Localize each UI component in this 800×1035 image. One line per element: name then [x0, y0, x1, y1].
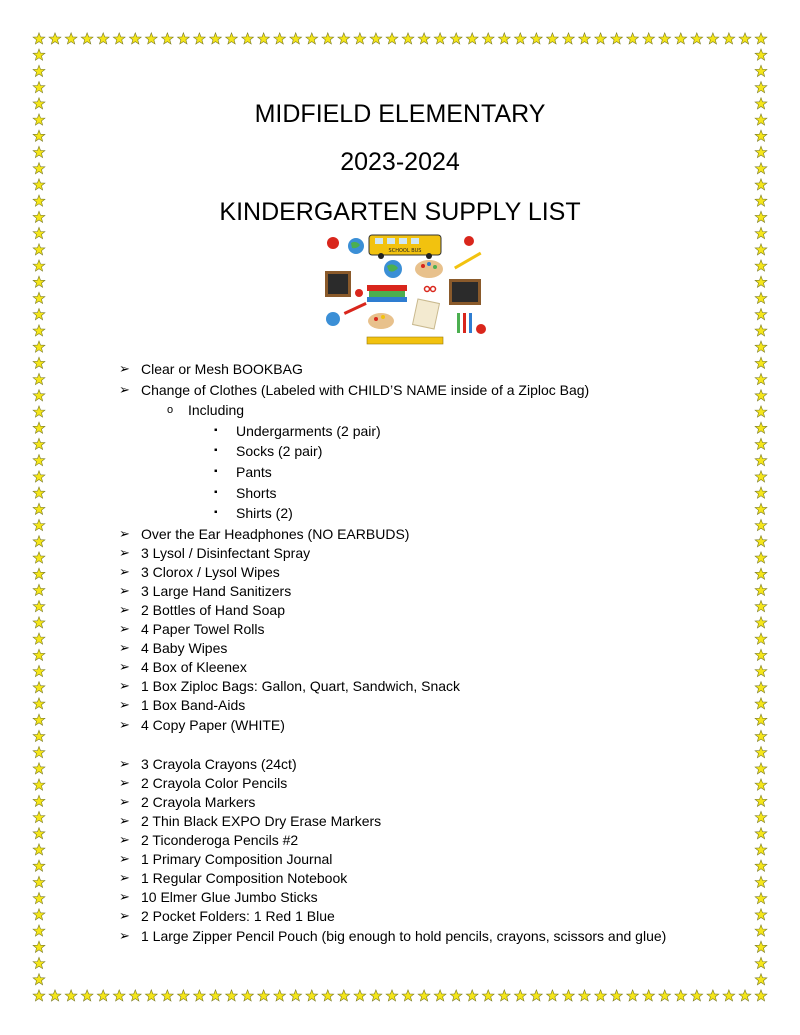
border-star-icon — [755, 325, 767, 336]
border-star-icon — [482, 33, 494, 44]
border-star-icon — [547, 990, 559, 1001]
arrow-bullet-icon: ➢ — [119, 621, 130, 636]
border-star-icon — [723, 33, 735, 44]
border-star-icon — [33, 292, 45, 303]
border-star-icon — [755, 179, 767, 190]
border-star-icon — [643, 33, 655, 44]
list-item: Pants — [236, 464, 272, 480]
list-item: Socks (2 pair) — [236, 443, 323, 459]
border-star-icon — [97, 990, 109, 1001]
list-item: 3 Lysol / Disinfectant Spray — [141, 545, 311, 561]
border-star-icon — [145, 990, 157, 1001]
school-name: MIDFIELD ELEMENTARY — [254, 100, 546, 128]
arrow-bullet-icon: ➢ — [119, 545, 130, 560]
border-star-icon — [33, 828, 45, 839]
list-item: Including — [188, 402, 245, 418]
border-star-icon — [322, 990, 334, 1001]
arrow-bullet-icon: ➢ — [119, 602, 130, 617]
border-star-icon — [33, 649, 45, 660]
border-star-icon — [482, 990, 494, 1001]
border-star-icon — [755, 357, 767, 368]
border-star-icon — [707, 990, 719, 1001]
border-star-icon — [675, 990, 687, 1001]
list-item: Shorts — [236, 485, 277, 501]
border-star-icon — [33, 325, 45, 336]
border-star-icon — [739, 990, 751, 1001]
border-star-icon — [354, 33, 366, 44]
border-star-icon — [33, 471, 45, 482]
border-star-icon — [755, 909, 767, 920]
border-star-icon — [755, 390, 767, 401]
border-star-icon — [755, 990, 767, 1001]
border-star-icon — [755, 957, 767, 968]
border-star-icon — [402, 33, 414, 44]
border-star-icon — [306, 990, 318, 1001]
list-item: 3 Clorox / Lysol Wipes — [141, 564, 280, 580]
border-star-icon — [97, 33, 109, 44]
border-star-icon — [33, 860, 45, 871]
border-star-icon — [755, 779, 767, 790]
border-star-icon — [322, 33, 334, 44]
border-star-icon — [81, 990, 93, 1001]
border-star-icon — [242, 990, 254, 1001]
border-star-icon — [81, 33, 93, 44]
border-star-icon — [33, 601, 45, 612]
border-star-icon — [755, 811, 767, 822]
border-star-icon — [434, 990, 446, 1001]
arrow-bullet-icon: ➢ — [119, 813, 130, 828]
border-star-icon — [226, 33, 238, 44]
border-star-icon — [755, 763, 767, 774]
border-star-icon — [755, 552, 767, 563]
border-star-icon — [595, 990, 607, 1001]
border-star-icon — [162, 33, 174, 44]
border-star-icon — [33, 665, 45, 676]
list-item: Shirts (2) — [236, 505, 293, 521]
border-star-icon — [33, 455, 45, 466]
border-star-icon — [659, 33, 671, 44]
school-supplies-clipart-icon — [323, 233, 487, 345]
border-star-icon — [65, 33, 77, 44]
border-star-icon — [33, 82, 45, 93]
list-item: 2 Bottles of Hand Soap — [141, 602, 285, 618]
border-star-icon — [755, 65, 767, 76]
border-star-icon — [755, 422, 767, 433]
border-star-icon — [755, 82, 767, 93]
border-star-icon — [611, 33, 623, 44]
border-star-icon — [755, 747, 767, 758]
arrow-bullet-icon: ➢ — [119, 361, 130, 376]
border-star-icon — [258, 990, 270, 1001]
list-item: Over the Ear Headphones (NO EARBUDS) — [141, 526, 410, 542]
list-item: 4 Paper Towel Rolls — [141, 621, 265, 637]
border-star-icon — [563, 990, 575, 1001]
border-star-icon — [755, 682, 767, 693]
list-item: 1 Box Band-Aids — [141, 697, 246, 713]
border-star-icon — [755, 941, 767, 952]
border-star-icon — [129, 990, 141, 1001]
border-star-icon — [563, 33, 575, 44]
square-bullet-icon: ▪ — [214, 487, 218, 498]
border-star-icon — [595, 33, 607, 44]
border-star-icon — [755, 925, 767, 936]
arrow-bullet-icon: ➢ — [119, 583, 130, 598]
border-star-icon — [402, 990, 414, 1001]
border-star-icon — [531, 990, 543, 1001]
border-star-icon — [755, 503, 767, 514]
border-star-icon — [755, 438, 767, 449]
border-star-icon — [755, 649, 767, 660]
border-star-icon — [194, 33, 206, 44]
border-star-icon — [33, 617, 45, 628]
border-star-icon — [755, 795, 767, 806]
border-star-icon — [643, 990, 655, 1001]
border-star-icon — [33, 390, 45, 401]
list-item: 4 Box of Kleenex — [141, 659, 247, 675]
list-item: 3 Crayola Crayons (24ct) — [141, 756, 297, 772]
square-bullet-icon: ▪ — [214, 507, 218, 518]
arrow-bullet-icon: ➢ — [119, 870, 130, 885]
arrow-bullet-icon: ➢ — [119, 678, 130, 693]
border-star-icon — [755, 698, 767, 709]
list-item: 2 Thin Black EXPO Dry Erase Markers — [141, 813, 382, 829]
arrow-bullet-icon: ➢ — [119, 526, 130, 541]
border-star-icon — [498, 990, 510, 1001]
border-star-icon — [33, 552, 45, 563]
border-star-icon — [659, 990, 671, 1001]
border-star-icon — [113, 990, 125, 1001]
border-star-icon — [755, 844, 767, 855]
border-star-icon — [755, 536, 767, 547]
border-star-icon — [33, 779, 45, 790]
border-star-icon — [370, 33, 382, 44]
arrow-bullet-icon: ➢ — [119, 889, 130, 904]
border-star-icon — [755, 893, 767, 904]
border-star-icon — [723, 990, 735, 1001]
border-star-icon — [691, 990, 703, 1001]
border-star-icon — [755, 49, 767, 60]
arrow-bullet-icon: ➢ — [119, 564, 130, 579]
square-bullet-icon: ▪ — [214, 425, 218, 436]
border-star-icon — [418, 990, 430, 1001]
border-star-icon — [49, 33, 61, 44]
border-star-icon — [129, 33, 141, 44]
list-item: 2 Crayola Color Pencils — [141, 775, 288, 791]
list-item: 2 Pocket Folders: 1 Red 1 Blue — [141, 908, 335, 924]
border-star-icon — [498, 33, 510, 44]
border-star-icon — [338, 33, 350, 44]
list-item: 2 Crayola Markers — [141, 794, 256, 810]
border-star-icon — [33, 714, 45, 725]
border-star-icon — [33, 65, 45, 76]
border-star-icon — [178, 33, 190, 44]
arrow-bullet-icon: ➢ — [119, 717, 130, 732]
border-star-icon — [33, 876, 45, 887]
border-star-icon — [611, 990, 623, 1001]
arrow-bullet-icon: ➢ — [119, 775, 130, 790]
border-star-icon — [531, 33, 543, 44]
circle-bullet-icon: o — [167, 404, 174, 416]
border-star-icon — [450, 990, 462, 1001]
border-star-icon — [33, 438, 45, 449]
border-star-icon — [33, 33, 45, 44]
arrow-bullet-icon: ➢ — [119, 697, 130, 712]
border-star-icon — [386, 33, 398, 44]
list-item: Undergarments (2 pair) — [236, 423, 381, 439]
arrow-bullet-icon: ➢ — [119, 928, 130, 943]
border-star-icon — [33, 925, 45, 936]
border-star-icon — [755, 341, 767, 352]
border-star-icon — [514, 33, 526, 44]
border-star-icon — [627, 990, 639, 1001]
border-star-icon — [755, 471, 767, 482]
list-title: KINDERGARTEN SUPPLY LIST — [219, 198, 581, 226]
border-star-icon — [547, 33, 559, 44]
border-star-icon — [33, 49, 45, 60]
border-star-icon — [755, 309, 767, 320]
border-star-icon — [755, 487, 767, 498]
border-star-icon — [33, 730, 45, 741]
border-star-icon — [33, 990, 45, 1001]
list-item: 10 Elmer Glue Jumbo Sticks — [141, 889, 318, 905]
square-bullet-icon: ▪ — [214, 466, 218, 477]
border-star-icon — [434, 33, 446, 44]
border-star-icon — [258, 33, 270, 44]
list-item: 3 Large Hand Sanitizers — [141, 583, 292, 599]
border-star-icon — [466, 990, 478, 1001]
border-star-icon — [113, 33, 125, 44]
arrow-bullet-icon: ➢ — [119, 908, 130, 923]
square-bullet-icon: ▪ — [214, 445, 218, 456]
border-star-icon — [306, 33, 318, 44]
border-star-icon — [33, 373, 45, 384]
border-star-icon — [755, 617, 767, 628]
border-star-icon — [755, 828, 767, 839]
border-star-icon — [33, 357, 45, 368]
border-star-icon — [755, 455, 767, 466]
border-star-icon — [33, 584, 45, 595]
border-star-icon — [33, 341, 45, 352]
list-item: 2 Ticonderoga Pencils #2 — [141, 832, 299, 848]
border-star-icon — [675, 33, 687, 44]
border-star-icon — [338, 990, 350, 1001]
border-star-icon — [33, 698, 45, 709]
border-star-icon — [579, 990, 591, 1001]
border-star-icon — [755, 601, 767, 612]
border-star-icon — [178, 990, 190, 1001]
border-star-icon — [33, 276, 45, 287]
border-star-icon — [274, 990, 286, 1001]
border-star-icon — [386, 990, 398, 1001]
border-star-icon — [65, 990, 77, 1001]
border-star-icon — [226, 990, 238, 1001]
border-star-icon — [33, 536, 45, 547]
border-star-icon — [33, 422, 45, 433]
border-star-icon — [33, 309, 45, 320]
border-star-icon — [290, 990, 302, 1001]
border-star-icon — [755, 860, 767, 871]
border-star-icon — [33, 941, 45, 952]
border-star-icon — [33, 682, 45, 693]
border-star-icon — [755, 244, 767, 255]
border-star-icon — [33, 763, 45, 774]
border-star-icon — [354, 990, 366, 1001]
border-star-icon — [755, 665, 767, 676]
border-star-icon — [33, 795, 45, 806]
arrow-bullet-icon: ➢ — [119, 832, 130, 847]
border-star-icon — [33, 909, 45, 920]
border-star-icon — [274, 33, 286, 44]
border-star-icon — [33, 568, 45, 579]
list-item: 1 Regular Composition Notebook — [141, 870, 348, 886]
border-star-icon — [755, 260, 767, 271]
border-star-icon — [466, 33, 478, 44]
border-star-icon — [194, 990, 206, 1001]
border-star-icon — [33, 957, 45, 968]
border-star-icon — [33, 811, 45, 822]
arrow-bullet-icon: ➢ — [119, 659, 130, 674]
border-star-icon — [33, 179, 45, 190]
list-item: 1 Primary Composition Journal — [141, 851, 333, 867]
border-star-icon — [755, 730, 767, 741]
border-star-icon — [242, 33, 254, 44]
border-star-icon — [755, 519, 767, 530]
border-star-icon — [755, 568, 767, 579]
border-star-icon — [755, 584, 767, 595]
border-star-icon — [755, 227, 767, 238]
border-star-icon — [290, 33, 302, 44]
border-star-icon — [210, 33, 222, 44]
border-star-icon — [579, 33, 591, 44]
border-star-icon — [627, 33, 639, 44]
border-star-icon — [755, 714, 767, 725]
arrow-bullet-icon: ➢ — [119, 794, 130, 809]
border-star-icon — [755, 373, 767, 384]
border-star-icon — [755, 292, 767, 303]
border-star-icon — [162, 990, 174, 1001]
border-star-icon — [755, 974, 767, 985]
border-star-icon — [755, 130, 767, 141]
border-star-icon — [145, 33, 157, 44]
border-star-icon — [33, 406, 45, 417]
border-star-icon — [739, 33, 751, 44]
border-star-icon — [210, 990, 222, 1001]
border-star-icon — [33, 130, 45, 141]
border-star-icon — [755, 876, 767, 887]
border-star-icon — [755, 33, 767, 44]
arrow-bullet-icon: ➢ — [119, 640, 130, 655]
arrow-bullet-icon: ➢ — [119, 851, 130, 866]
list-item: 1 Box Ziploc Bags: Gallon, Quart, Sandwich, Snack — [141, 678, 461, 694]
border-star-icon — [33, 633, 45, 644]
border-star-icon — [33, 519, 45, 530]
border-star-icon — [49, 990, 61, 1001]
border-star-icon — [33, 844, 45, 855]
border-star-icon — [33, 487, 45, 498]
border-star-icon — [514, 990, 526, 1001]
border-star-icon — [370, 990, 382, 1001]
border-star-icon — [691, 33, 703, 44]
border-star-icon — [755, 406, 767, 417]
border-star-icon — [33, 974, 45, 985]
border-star-icon — [33, 893, 45, 904]
arrow-bullet-icon: ➢ — [119, 756, 130, 771]
border-star-icon — [33, 747, 45, 758]
border-star-icon — [33, 260, 45, 271]
list-item: 1 Large Zipper Pencil Pouch (big enough to hold pencils, crayons, scissors and glue) — [141, 928, 667, 944]
border-star-icon — [418, 33, 430, 44]
bus-label: SCHOOL BUS — [388, 248, 422, 254]
arrow-bullet-icon: ➢ — [119, 382, 130, 397]
border-star-icon — [450, 33, 462, 44]
border-star-icon — [755, 276, 767, 287]
border-star-icon — [755, 633, 767, 644]
border-star-icon — [33, 227, 45, 238]
list-item: Change of Clothes (Labeled with CHILD’S NAME inside of a Ziploc Bag) — [141, 382, 590, 398]
border-star-icon — [707, 33, 719, 44]
border-star-icon — [33, 503, 45, 514]
school-year: 2023-2024 — [340, 148, 460, 176]
border-star-icon — [33, 244, 45, 255]
list-item: 4 Copy Paper (WHITE) — [141, 717, 285, 733]
list-item: Clear or Mesh BOOKBAG — [141, 361, 303, 377]
list-item: 4 Baby Wipes — [141, 640, 228, 656]
